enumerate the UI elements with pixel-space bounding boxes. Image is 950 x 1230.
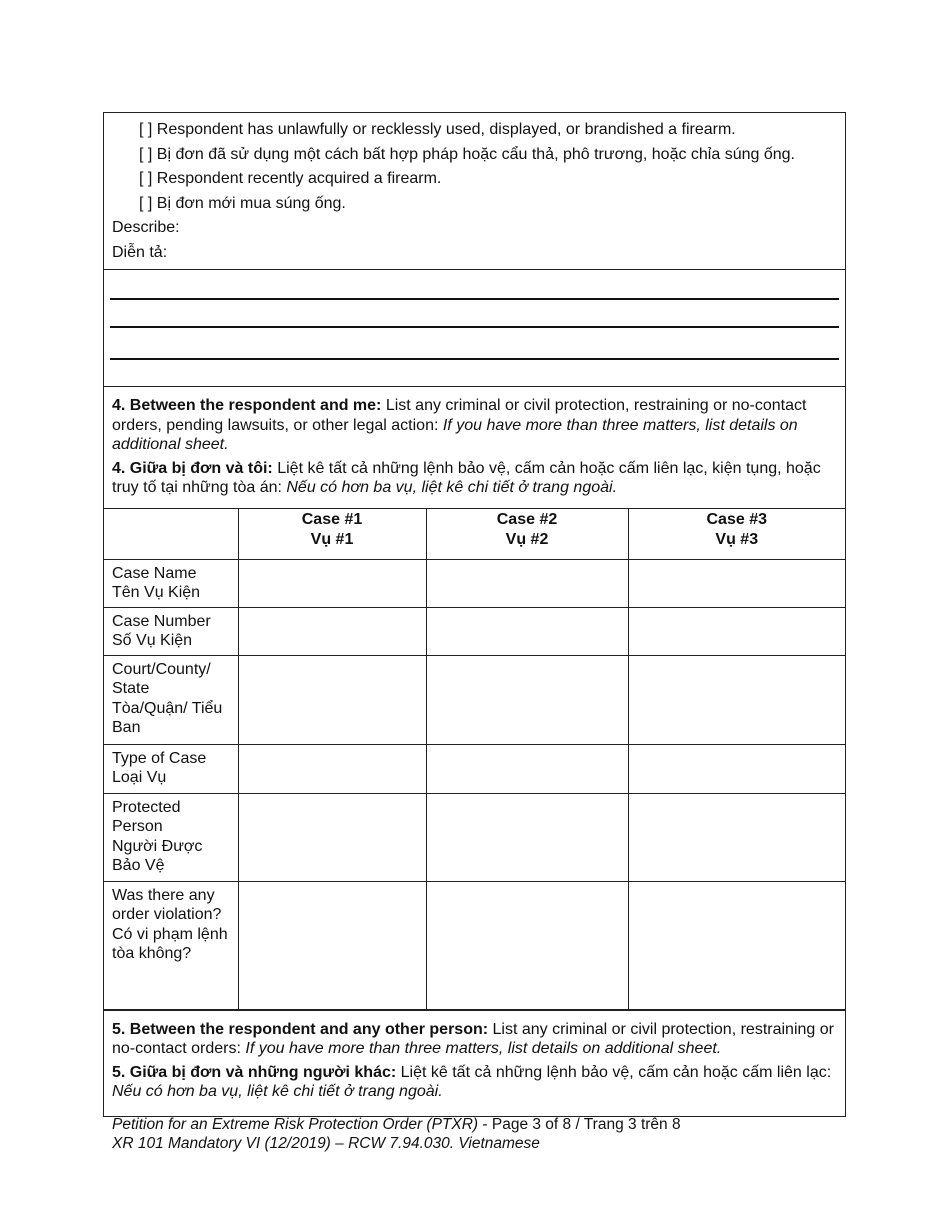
case-2-cell[interactable]: [426, 607, 628, 655]
describe-label-vi: Diễn tả:: [112, 243, 168, 261]
cases-table: [104, 509, 845, 1010]
write-line[interactable]: [110, 358, 839, 360]
section-4-text-en: List any criminal or civil protection, restraining or no-contact orders, pending lawsuits, or other legal action:: [112, 397, 807, 434]
checkbox-item-acquired-firearm-vi[interactable]: [ ] Bị đơn mới mua súng ống.: [139, 194, 346, 212]
row-label-protected-person: [104, 793, 238, 881]
section-5-en: [112, 1020, 837, 1059]
row-label-case-number: [104, 607, 238, 655]
section-4-text-vi: Liệt kê tất cả những lệnh bảo vệ, cấm cản hoặc cấm liên lạc, kiện tụng, hoặc truy tố tại những tòa án:: [112, 459, 821, 496]
row-label-order-violation: [104, 881, 238, 1009]
footer-form-id: XR 101 Mandatory VI (12/2019) – RCW 7.94.030. Vietnamese: [112, 1135, 540, 1152]
case-2-cell[interactable]: [426, 655, 628, 744]
case-1-cell[interactable]: [238, 793, 426, 881]
row-label-vi: Có vi phạm lệnh tòa không?: [112, 925, 228, 962]
page-footer: [112, 1115, 681, 1153]
section-5-text-en: List any criminal or civil protection, restraining or no-contact orders:: [112, 1020, 834, 1057]
row-label-en: Protected Person: [112, 798, 181, 835]
section-4-note-en: If you have more than three matters, list details on additional sheet.: [112, 416, 798, 453]
section-5-vi: [112, 1063, 837, 1102]
section-4-heading-vi: 4. Giữa bị đơn và tôi:: [112, 459, 273, 477]
row-label-vi: Loại Vụ: [112, 769, 167, 786]
case-2-cell[interactable]: [426, 559, 628, 607]
checkbox-item-acquired-firearm-en[interactable]: [ ] Respondent recently acquired a firearm.: [139, 170, 442, 187]
case-3-cell[interactable]: [628, 655, 845, 744]
case-1-header-en: Case #1: [301, 511, 363, 528]
section-4-vi: [112, 459, 837, 498]
case-3-header-en: Case #3: [706, 511, 767, 528]
table-header-row: [104, 509, 845, 559]
describe-label-en: Describe:: [112, 219, 180, 236]
section-5-note-vi: Nếu có hơn ba vụ, liệt kê chi tiết ở trang ngoài.: [112, 1083, 443, 1100]
section-4-note-vi: Nếu có hơn ba vụ, liệt kê chi tiết ở trang ngoài.: [286, 479, 618, 496]
footer-page-number: - Page 3 of 8 / Trang 3 trên 8: [478, 1116, 681, 1133]
describe-lines[interactable]: [104, 270, 845, 387]
row-label-vi: Người Được Bảo Vệ: [112, 837, 203, 874]
form-frame: [103, 112, 846, 1117]
row-label-vi: Tên Vụ Kiện: [112, 584, 201, 601]
section-5-heading-en: 5. Between the respondent and any other person:: [112, 1020, 489, 1038]
row-label-type-of-case: [104, 744, 238, 793]
row-label-vi: Tòa/Quận/ Tiểu Ban: [112, 699, 223, 736]
footer-title-line: [112, 1115, 681, 1134]
row-label-en: Was there any order violation?: [112, 886, 222, 923]
section-4-en: [112, 396, 837, 455]
section-5-heading-vi: 5. Giữa bị đơn và những người khác:: [112, 1063, 397, 1081]
footer-form-title: Petition for an Extreme Risk Protection Order (PTXR): [112, 1116, 479, 1133]
section-5: [104, 1010, 845, 1116]
checkbox-item-used-firearm-en[interactable]: [ ] Respondent has unlawfully or recklessly used, displayed, or brandished a firearm.: [139, 121, 736, 138]
table-row: [104, 559, 845, 607]
case-2-cell[interactable]: [426, 881, 628, 1009]
case-2-header: [426, 509, 628, 559]
case-1-cell[interactable]: [238, 881, 426, 1009]
case-2-header-vi: Vụ #2: [505, 530, 549, 548]
case-1-cell[interactable]: [238, 655, 426, 744]
row-label-en: Court/County/ State: [112, 660, 211, 697]
checkbox-item-used-firearm-vi[interactable]: [ ] Bị đơn đã sử dụng một cách bất hợp pháp hoặc cẩu thả, phô trương, hoặc chỉa súng ống.: [139, 145, 795, 163]
case-1-header-vi: Vụ #1: [310, 530, 354, 548]
case-3-cell[interactable]: [628, 881, 845, 1009]
table-row: [104, 793, 845, 881]
case-1-cell[interactable]: [238, 744, 426, 793]
write-line[interactable]: [110, 298, 839, 300]
row-label-en: Case Name: [112, 564, 197, 582]
table-row: [104, 744, 845, 793]
table-row: [104, 655, 845, 744]
case-3-cell[interactable]: [628, 559, 845, 607]
case-1-cell[interactable]: [238, 559, 426, 607]
row-label-case-name: [104, 559, 238, 607]
table-corner-cell: [104, 509, 238, 559]
firearm-section: [104, 113, 845, 270]
table-row: [104, 881, 845, 1009]
case-3-cell[interactable]: [628, 607, 845, 655]
section-5-note-en: If you have more than three matters, list details on additional sheet.: [245, 1040, 722, 1057]
case-3-cell[interactable]: [628, 744, 845, 793]
row-label-court: [104, 655, 238, 744]
section-4: [104, 387, 845, 509]
row-label-en: Case Number: [112, 612, 211, 630]
table-row: [104, 607, 845, 655]
case-2-header-en: Case #2: [496, 511, 558, 528]
case-3-cell[interactable]: [628, 793, 845, 881]
row-label-en: Type of Case: [112, 749, 207, 767]
case-3-header: [628, 509, 845, 559]
row-label-vi: Số Vụ Kiện: [112, 632, 193, 649]
case-1-header: [238, 509, 426, 559]
section-5-text-vi: Liệt kê tất cả những lệnh bảo vệ, cấm cản hoặc cấm liên lạc:: [396, 1063, 832, 1081]
case-2-cell[interactable]: [426, 744, 628, 793]
write-line[interactable]: [110, 326, 839, 328]
case-2-cell[interactable]: [426, 793, 628, 881]
section-4-heading-en: 4. Between the respondent and me:: [112, 397, 382, 414]
case-1-cell[interactable]: [238, 607, 426, 655]
case-3-header-vi: Vụ #3: [715, 530, 759, 548]
